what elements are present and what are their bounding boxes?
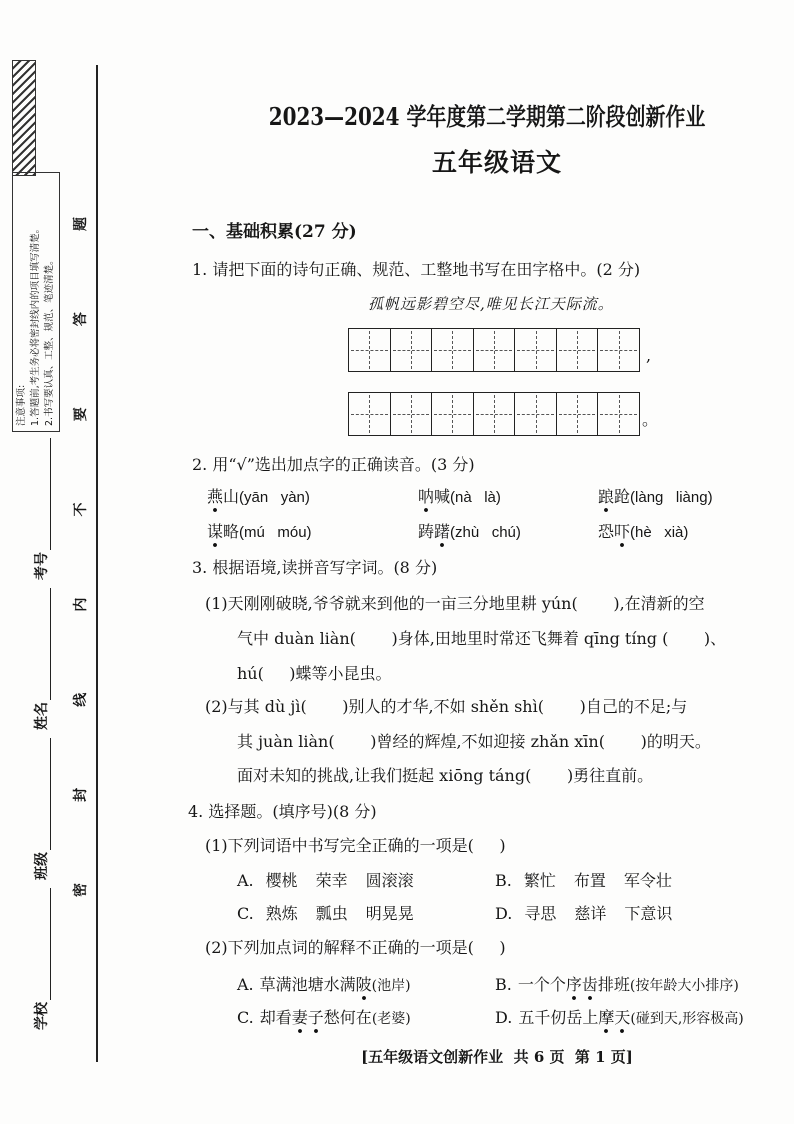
seal-char: 线 — [73, 692, 89, 707]
option-word: 明晃晃 — [365, 904, 414, 923]
option-explanation: (按年龄大小排序) — [629, 978, 739, 994]
field-class — [33, 738, 51, 880]
pinyin-options: (nà là) — [450, 489, 501, 506]
tianzige-cell — [598, 393, 639, 435]
field-underline — [33, 588, 51, 700]
word-part: 踌 — [418, 522, 435, 541]
option-text: 一个个 — [517, 975, 566, 994]
tianzige-cell — [474, 329, 516, 371]
fill-blank-line: hú( )蝶等小昆虫。 — [237, 664, 392, 683]
pinyin-item — [207, 487, 310, 508]
seal-char: 要 — [73, 407, 89, 422]
option-explanation: (老婆) — [371, 1011, 411, 1027]
notice-item: 2.书写要认真、工整、规范、笔迹清楚。 — [44, 255, 55, 426]
option-label: C. — [237, 904, 254, 923]
seal-char: 不 — [73, 502, 89, 517]
notice-box — [12, 172, 60, 432]
option-label: B. — [495, 871, 512, 890]
fill-blank-line: 面对未知的挑战,让我们挺起 xiōng táng( )勇往直前。 — [237, 766, 654, 785]
sub-question-prompt: (2)下列加点词的解释不正确的一项是( ) — [205, 938, 506, 957]
page-footer: [五年级语文创新作业 共 6 页 第 1 页] — [361, 1048, 633, 1066]
tianzige-cell — [349, 393, 391, 435]
word-part: 恐 — [598, 522, 615, 541]
choice-option — [237, 904, 414, 924]
option-label: A. — [237, 975, 254, 994]
seal-line-text — [71, 217, 91, 897]
option-text: 愁何在 — [323, 1008, 372, 1027]
seal-char: 题 — [73, 217, 89, 232]
seal-char: 答 — [73, 312, 89, 327]
barcode-hatch — [12, 60, 36, 176]
pinyin-options: (zhù chú) — [450, 524, 521, 541]
tianzige-cell — [474, 393, 516, 435]
binding-line — [96, 65, 98, 1062]
option-text: 却看 — [259, 1008, 292, 1027]
exam-subtitle: 五年级语文 — [431, 148, 562, 177]
dotted-word: 妻子 — [292, 1008, 324, 1034]
option-word: 慈详 — [574, 904, 607, 923]
field-exam-number — [33, 438, 51, 580]
poem-line: 孤帆远影碧空尽,唯见长江天际流。 — [368, 295, 614, 313]
field-school — [33, 888, 51, 1030]
option-word: 繁忙 — [523, 871, 556, 890]
section-heading: 一、基础积累(27 分) — [192, 222, 357, 242]
option-text: 五千仞岳上 — [518, 1008, 599, 1027]
exam-title: 2023—2024 学年度第二学期第二阶段创新作业 — [268, 102, 706, 131]
pinyin-item — [418, 522, 521, 543]
dotted-char: 燕 — [207, 487, 223, 513]
option-explanation: (池岸) — [371, 978, 411, 994]
question-3-prompt: 3. 根据语境,读拼音写字词。(8 分) — [192, 558, 438, 577]
tianzige-row — [348, 392, 640, 436]
pinyin-item — [418, 487, 501, 508]
notice-item: 1.答题前,考生务必将密封线内的项目填写清楚。 — [30, 223, 41, 426]
tianzige-cell — [557, 329, 599, 371]
tianzige-cell — [349, 329, 391, 371]
pinyin-item — [598, 522, 688, 543]
question-1-prompt: 1. 请把下面的诗句正确、规范、工整地书写在田字格中。(2 分) — [192, 260, 641, 279]
tianzige-cell — [515, 329, 557, 371]
tianzige-cell — [432, 393, 474, 435]
word-part: 山 — [223, 487, 240, 506]
pinyin-options: (hè xià) — [630, 524, 689, 541]
question-2-prompt: 2. 用“√”选出加点字的正确读音。(3 分) — [192, 455, 475, 474]
dotted-char: 呐 — [418, 487, 434, 513]
word-part: 略 — [223, 522, 240, 541]
field-underline — [33, 888, 51, 1000]
option-word: 瓢虫 — [315, 904, 348, 923]
choice-option — [495, 904, 672, 924]
option-word: 樱桃 — [265, 871, 298, 890]
option-explanation: (碰到天,形容极高) — [630, 1011, 744, 1027]
choice-option — [237, 871, 414, 891]
sub-question-prompt: (1)下列词语中书写完全正确的一项是( ) — [205, 836, 506, 855]
pinyin-item — [207, 522, 312, 543]
tianzige-cell — [432, 329, 474, 371]
option-label: D. — [495, 1008, 513, 1027]
dotted-word: 陂 — [356, 975, 372, 1001]
dotted-char: 躇 — [434, 522, 450, 548]
choice-option — [495, 1008, 744, 1029]
tianzige-cell — [391, 393, 433, 435]
dotted-word: 摩天 — [598, 1008, 630, 1034]
fill-blank-line: 其 juàn liàn( )曾经的辉煌,不如迎接 zhǎn xīn( )的明天。 — [237, 732, 711, 751]
choice-option — [495, 975, 739, 996]
student-info-fields — [25, 410, 51, 1030]
word-part: 跄 — [614, 487, 631, 506]
pinyin-options: (làng liàng) — [630, 489, 713, 506]
choice-option — [237, 975, 411, 996]
field-label: 姓名 — [34, 702, 50, 730]
option-label: B. — [495, 975, 512, 994]
option-label: A. — [237, 871, 254, 890]
option-word: 布置 — [573, 871, 606, 890]
dotted-char: 踉 — [598, 487, 614, 513]
option-word: 军令壮 — [623, 871, 672, 890]
seal-char: 封 — [73, 787, 89, 802]
option-word: 熟炼 — [265, 904, 298, 923]
field-label: 学校 — [34, 1002, 50, 1030]
tianzige-cell — [515, 393, 557, 435]
option-word: 圆滚滚 — [365, 871, 414, 890]
option-text: 排班 — [597, 975, 630, 994]
tianzige-cell — [557, 393, 599, 435]
dotted-char: 吓 — [614, 522, 630, 548]
tianzige-row — [348, 328, 640, 372]
field-label: 考号 — [34, 552, 50, 580]
pinyin-item — [598, 487, 713, 508]
option-label: C. — [237, 1008, 254, 1027]
fill-blank-line: (2)与其 dù jì( )别人的才华,不如 shěn shì( )自己的不足;与 — [205, 697, 688, 716]
option-word: 寻思 — [524, 904, 557, 923]
tianzige-cell — [598, 329, 639, 371]
choice-option — [495, 871, 672, 891]
tianzige-cell — [391, 329, 433, 371]
option-text: 草满池塘水满 — [259, 975, 356, 994]
question-4-prompt: 4. 选择题。(填序号)(8 分) — [188, 802, 377, 821]
option-word: 下意识 — [624, 904, 673, 923]
field-underline — [33, 438, 51, 550]
pinyin-options: (mú móu) — [239, 524, 312, 541]
seal-char: 密 — [73, 883, 89, 897]
notice-title: 注意事项: — [16, 384, 27, 426]
word-part: 喊 — [434, 487, 451, 506]
pinyin-options: (yān yàn) — [239, 489, 310, 506]
row-end-punctuation: 。 — [642, 410, 659, 429]
field-underline — [33, 738, 51, 850]
fill-blank-line: 气中 duàn liàn( )身体,田地里时常还飞舞着 qīng tíng ( )、 — [237, 629, 727, 648]
row-end-punctuation: , — [646, 346, 652, 365]
field-label: 班级 — [34, 852, 50, 880]
fill-blank-line: (1)天刚刚破晓,爷爷就来到他的一亩三分地里耕 yún( ),在清新的空 — [205, 594, 705, 613]
dotted-char: 谋 — [207, 522, 223, 548]
dotted-word: 序齿 — [566, 975, 598, 1001]
option-label: D. — [495, 904, 513, 923]
choice-option — [237, 1008, 411, 1029]
option-word: 荣幸 — [315, 871, 348, 890]
field-name — [33, 588, 51, 730]
seal-char: 内 — [73, 597, 89, 612]
